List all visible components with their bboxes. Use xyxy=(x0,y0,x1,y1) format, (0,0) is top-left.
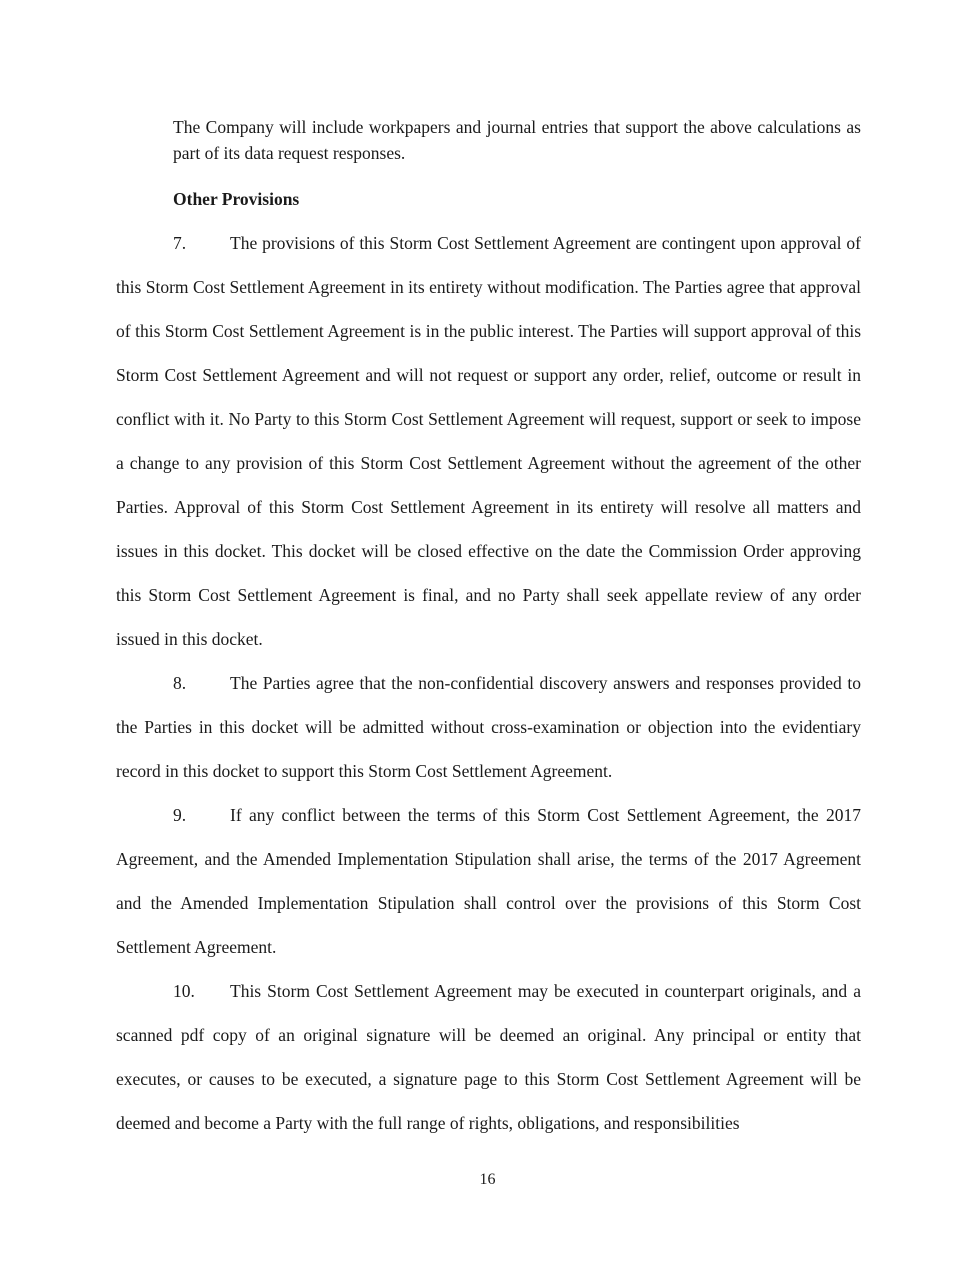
paragraph-10 xyxy=(116,969,861,1145)
paragraph-number: 10. xyxy=(173,981,195,1001)
section-heading: Other Provisions xyxy=(173,189,300,209)
paragraph-9 xyxy=(116,793,861,969)
paragraph-text: The provisions of this Storm Cost Settlement Agreement are contingent upon approval of this Storm Cost Settlement Agreement in its entirety without modification. The Parties agree that approval of this Storm Cost Settlement Agreement is in the public interest. The Parties will support approval of this Storm Cost Settlement Agreement and will not request or support any order, relief, outcome or result in conflict with it. No Party to this Storm Cost Settlement Agreement will request, support or seek to impose a change to any provision of this Storm Cost Settlement Agreement without the agreement of the other Parties. Approval of this Storm Cost Settlement Agreement in its entirety will resolve all matters and issues in this docket. This docket will be closed effective on the date the Commission Order approving this Storm Cost Settlement Agreement is final, and no Party shall seek appellate review of any order issued in this docket. xyxy=(116,233,861,649)
paragraph-number: 8. xyxy=(173,673,187,693)
paragraph-text: The Parties agree that the non-confidential discovery answers and responses provided to the Parties in this docket will be admitted without cross-examination or objection into the evidentiary record in this docket to support this Storm Cost Settlement Agreement. xyxy=(116,673,861,781)
page-number: 16 xyxy=(479,1171,496,1188)
paragraph-number: 7. xyxy=(173,233,187,253)
paragraph-text: If any conflict between the terms of this Storm Cost Settlement Agreement, the 2017 Agreement, and the Amended Implementation Stipulation shall arise, the terms of the 2017 Agreement and the Amended Implementation Stipulation shall control over the provisions of this Storm Cost Settlement Agreement. xyxy=(116,805,861,957)
paragraph-7 xyxy=(116,221,861,661)
paragraph-number: 9. xyxy=(173,805,187,825)
intro-paragraph: The Company will include workpapers and journal entries that support the above calculations as part of its data request responses. xyxy=(173,117,861,163)
paragraph-text: This Storm Cost Settlement Agreement may be executed in counterpart originals, and a scanned pdf copy of an original signature will be deemed an original. Any principal or entity that executes, or causes to be executed, a signature page to this Storm Cost Settlement Agreement will be deemed and become a Party with the full range of rights, obligations, and responsibilities xyxy=(116,981,861,1133)
paragraph-8 xyxy=(116,661,861,793)
